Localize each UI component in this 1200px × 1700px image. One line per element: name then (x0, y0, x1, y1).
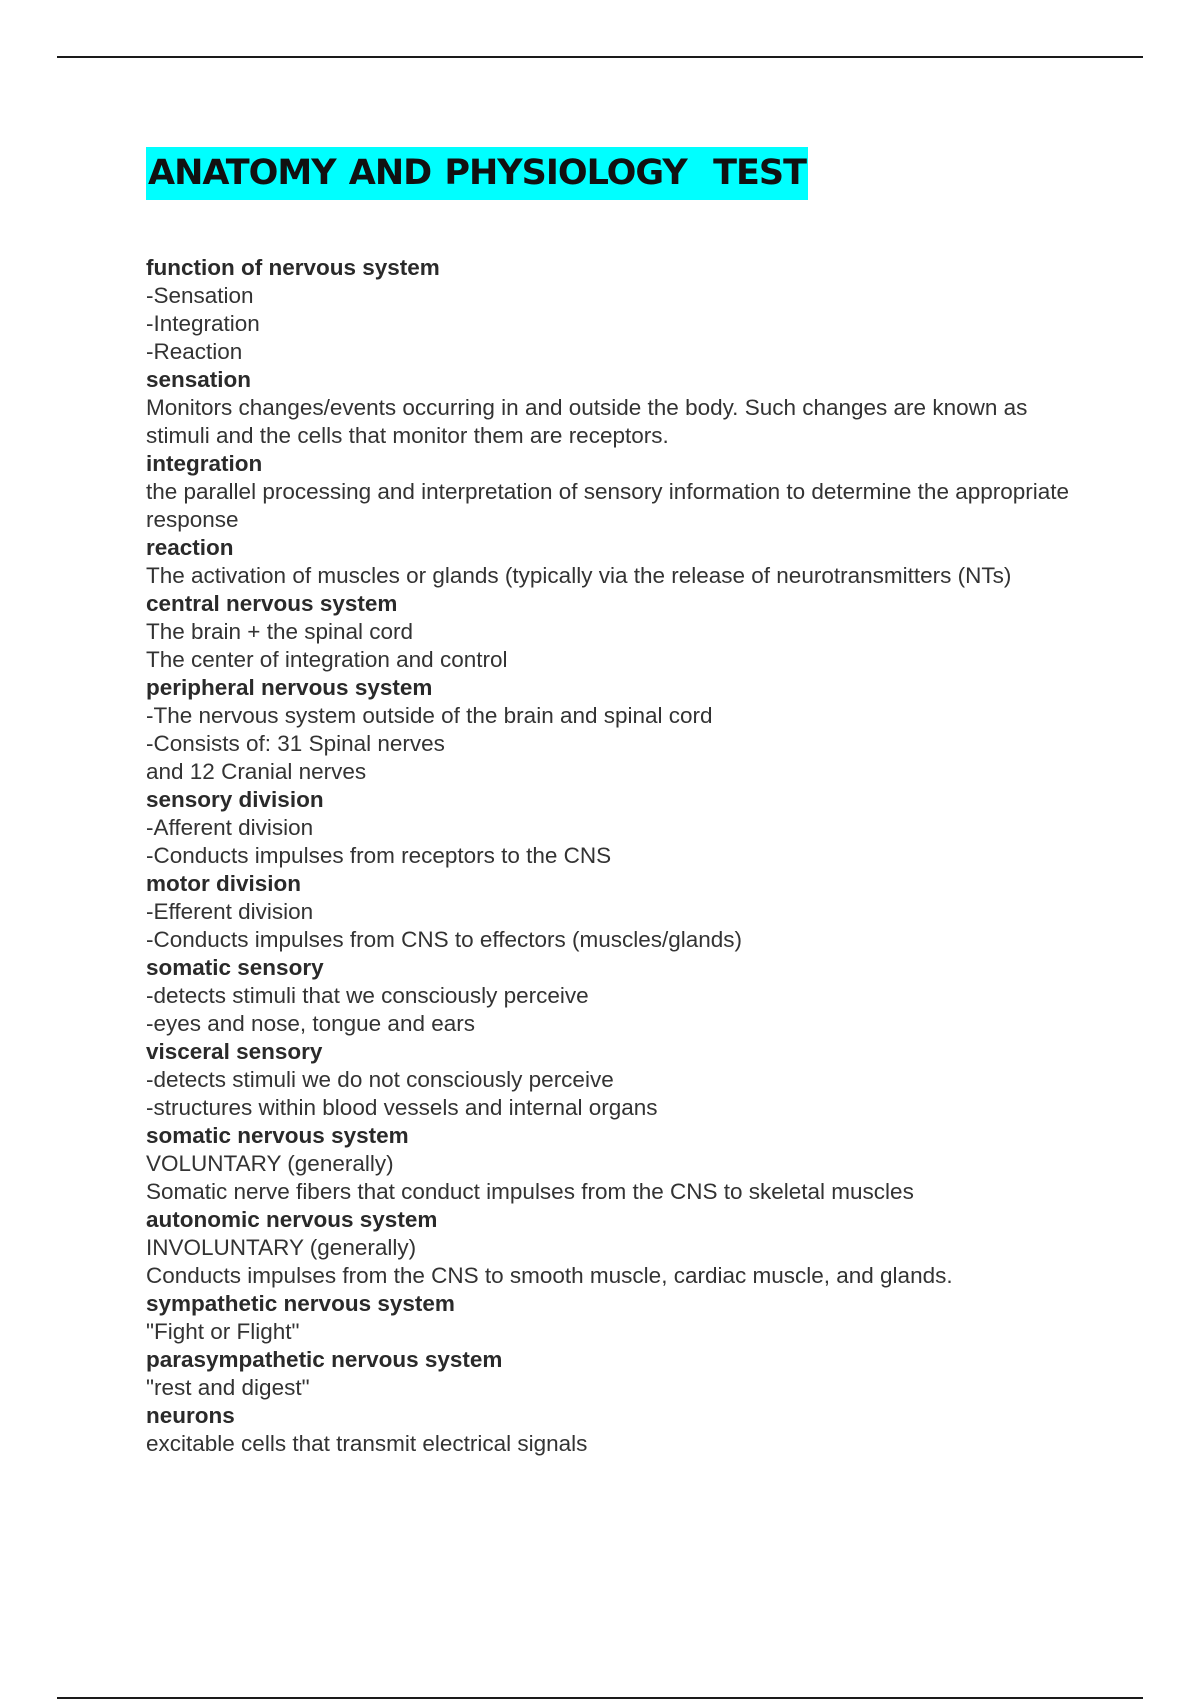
term-heading: peripheral nervous system (146, 675, 433, 700)
term-entry (146, 1290, 1096, 1346)
term-definition-line: -detects stimuli that we consciously perceive (146, 983, 589, 1008)
term-definition-line: -Efferent division (146, 899, 314, 924)
term-entry (146, 254, 1096, 366)
footer-rule (57, 1697, 1143, 1699)
term-heading: autonomic nervous system (146, 1207, 438, 1232)
term-entry (146, 954, 1096, 1038)
term-definition-line: the parallel processing and interpretation of sensory information to determine the appropriate response (146, 479, 1070, 532)
term-definition-line: The activation of muscles or glands (typically via the release of neurotransmitters (NTs) (146, 563, 1012, 588)
term-definition-line: -detects stimuli we do not consciously perceive (146, 1067, 614, 1092)
term-heading: function of nervous system (146, 255, 440, 280)
term-definition-line: -Reaction (146, 339, 243, 364)
term-definition-line: excitable cells that transmit electrical signals (146, 1431, 588, 1456)
term-heading: sympathetic nervous system (146, 1291, 455, 1316)
term-definition-line: -Integration (146, 311, 260, 336)
term-heading: central nervous system (146, 591, 398, 616)
term-definition-line: -Afferent division (146, 815, 314, 840)
term-heading: reaction (146, 535, 234, 560)
term-definition-line: VOLUNTARY (generally) (146, 1151, 394, 1176)
term-list (146, 254, 1096, 1458)
term-entry (146, 674, 1096, 786)
term-entry (146, 1206, 1096, 1290)
term-heading: sensory division (146, 787, 324, 812)
term-heading: parasympathetic nervous system (146, 1347, 503, 1372)
term-definition-line: "rest and digest" (146, 1375, 310, 1400)
term-entry (146, 786, 1096, 870)
term-definition-line: The center of integration and control (146, 647, 508, 672)
header-rule (57, 56, 1143, 58)
term-definition-line: -eyes and nose, tongue and ears (146, 1011, 475, 1036)
term-entry (146, 1038, 1096, 1122)
term-heading: somatic nervous system (146, 1123, 409, 1148)
term-definition-line: -The nervous system outside of the brain and spinal cord (146, 703, 713, 728)
term-entry (146, 366, 1096, 450)
document-title: ANATOMY AND PHYSIOLOGY TEST (146, 147, 808, 200)
term-heading: integration (146, 451, 263, 476)
term-definition-line: and 12 Cranial nerves (146, 759, 367, 784)
term-definition-line: -Conducts impulses from receptors to the CNS (146, 843, 612, 868)
term-definition-line: -Sensation (146, 283, 254, 308)
term-heading: visceral sensory (146, 1039, 323, 1064)
term-entry (146, 1402, 1096, 1458)
term-definition-line: Monitors changes/events occurring in and outside the body. Such changes are known as stimuli and the cells that monitor them are receptors. (146, 395, 1028, 448)
term-definition-line: Somatic nerve fibers that conduct impulses from the CNS to skeletal muscles (146, 1179, 914, 1204)
term-heading: somatic sensory (146, 955, 324, 980)
term-definition-line: -Consists of: 31 Spinal nerves (146, 731, 445, 756)
term-definition-line: INVOLUNTARY (generally) (146, 1235, 417, 1260)
term-heading: neurons (146, 1403, 235, 1428)
term-entry (146, 1346, 1096, 1402)
term-definition-line: -Conducts impulses from CNS to effectors (muscles/glands) (146, 927, 743, 952)
term-entry (146, 1122, 1096, 1206)
term-entry (146, 534, 1096, 590)
term-entry (146, 870, 1096, 954)
term-definition-line: "Fight or Flight" (146, 1319, 300, 1344)
term-entry (146, 590, 1096, 674)
term-definition-line: The brain + the spinal cord (146, 619, 414, 644)
title-block (146, 147, 808, 200)
term-definition-line: -structures within blood vessels and internal organs (146, 1095, 658, 1120)
term-heading: motor division (146, 871, 302, 896)
term-entry (146, 450, 1096, 534)
term-heading: sensation (146, 367, 252, 392)
term-definition-line: Conducts impulses from the CNS to smooth muscle, cardiac muscle, and glands. (146, 1263, 953, 1288)
